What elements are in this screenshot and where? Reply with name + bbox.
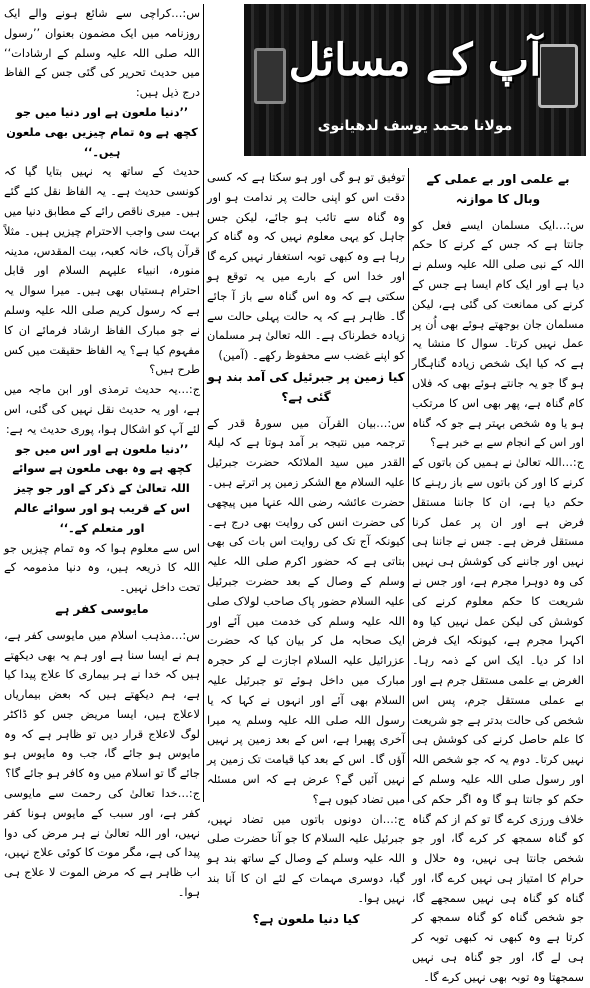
answer-paragraph: ج:…ان دونوں باتوں میں تضاد نہیں، جبرئیل علیہ السلام کا جو آنا حضرت صلی اللہ علیہ وسلم کے وصال کے ساتھ بند ہو گیا، دوسری مہمات کے لئے ان کا آنا بند نہیں ہوا۔ [207, 812, 405, 905]
section-heading: کیا زمین پر جبرئیل کی آمد بند ہو گئی ہے؟ [207, 369, 405, 404]
answer-continuation: توفیق تو ہو گی اور ہو سکتا ہے کہ کسی دقت اس کو اپنی حالت پر ندامت ہو اور وہ گناہ سے تائب ہو جائے، لیکن جس جاہل کو یہی معلوم نہیں کہ وہ گناہ کر رہا ہے وہ کبھی توبہ استغفار نہیں کرے گا اور خدا اس کے بارے میں یہ توقع ہو سکتی ہے کہ وہ اس گناہ سے باز آ جائے گا۔ ظاہر ہے کہ یہ حالت پہلی حالت سے زیادہ خطرناک ہے۔ اللہ تعالیٰ ہر مسلمان کو اپنے غضب سے محفوظ رکھے۔ (آمین) [207, 171, 405, 363]
banner-title: آپ کے مسائل [288, 35, 542, 86]
section-heading: بے علمی اور بے عملی کے وبال کا موازنہ [426, 172, 570, 206]
article-column-left [4, 4, 200, 900]
banner-author: مولانا محمد یوسف لدھیانوی [317, 118, 513, 134]
article-column-middle [207, 168, 405, 927]
question-paragraph: س:…کراچی سے شائع ہونے والے ایک روزنامہ میں ایک مضمون بعنوان ’’رسول اللہ صلی اللہ علیہ وسلم کے ارشادات‘‘ میں حدیث تحریر کی گئی جس کے الفاظ درج ذیل ہیں: [4, 7, 200, 100]
quoted-hadith: ’’دنیا ملعون ہے اور دنیا میں جو کچھ ہے وہ تمام چیزیں بھی ملعون ہیں۔‘‘ [6, 105, 198, 159]
question-paragraph: حدیث کے ساتھ یہ نہیں بتایا گیا کہ کونسی حدیث ہے۔ یہ الفاظ نقل کئے گئے ہیں۔ میری ناقص رائے کے مطابق دنیا میں بہت سی واجب الاحترام چیزیں ہیں۔ مثلاً قرآن پاک، خانہ کعبہ، بیت المقدس، مدینہ منورہ، انبیاء علیہم السلام اور قابل احترام ہستیاں بھی ہیں۔ میرا سوال یہ ہے کہ رسول کریم صلی اللہ علیہ وسلم نے جو مبارک الفاظ ارشاد فرمائے ان کا مفہوم کیا ہے؟ یہ الفاظ حقیقت میں کس طرح ہیں؟ [4, 165, 200, 377]
answer-paragraph: ج:…یہ حدیث ترمذی اور ابن ماجہ میں ہے، اور یہ حدیث نقل نہیں کی گئی، اس لئے آپ کو اشکال ہوا، پوری حدیث یہ ہے: [4, 383, 200, 436]
section-heading: مایوسی کفر ہے [55, 601, 149, 616]
question-paragraph: س:…ایک مسلمان ایسے فعل کو جانتا ہے کہ جس کے کرنے کا حکم اللہ کے نبی صلی اللہ علیہ وسلم نے دیا ہے اور ایک کام ایسا ہے جس کے کرنے کی ممانعت کی گئی ہے، لیکن مسلمان جان بوجھتے ہوئے بھی اُن پر عمل نہیں کرتا۔ سوال کا منشا یہ ہے کہ کیا ایک شخص زیادہ گناہگار ہو گا جو یہ جانتے ہوئے بھی کہ فلاں کام گناہ ہے، پھر بھی اس کا مرتکب ہو یا وہ شخص بہتر ہے جو کہ گناہ اور اس کے انجام سے بے خبر ہے؟ [412, 218, 584, 450]
article-column-right [412, 168, 584, 984]
column-banner [244, 4, 586, 156]
answer-paragraph: ج:…خدا تعالیٰ کی رحمت سے مایوسی کفر ہے، اور سبب کے مایوس ہونا کفر نہیں، اور اللہ تعالیٰ نے ہر مرض کی دوا پیدا کی ہے، مگر موت کا کوئی علاج نہیں، اب ظاہر ہے کہ مرض الموت لا علاج ہی ہوا۔ [4, 787, 200, 900]
question-paragraph: س:…مذہب اسلام میں مایوسی کفر ہے، ہم نے ایسا سنا ہے اور ہم یہ بھی دیکھتے ہیں کہ خدا نے ہر بیماری کا علاج پیدا کیا ہے، ہم دیکھتے ہیں کہ بعض بیماریاں لاعلاج ہیں، ایسا مریض جس کو ڈاکٹر لوگ لاعلاج قرار دیں تو ظاہر ہے کہ وہ مایوس ہو جائے گا، جب وہ مایوس ہو جائے گا تو اسلام میں وہ کافر ہو جائے گا؟ [4, 628, 200, 781]
column-divider [203, 4, 204, 802]
column-divider [408, 168, 409, 802]
answer-paragraph: ج:…اللہ تعالیٰ نے ہمیں کن باتوں کے کرنے کا اور کن باتوں سے باز رہنے کا حکم دیا ہے، ان کا جاننا مستقل فرض ہے اور ان پر عمل کرنا مستقل فرض ہے۔ جس نے جاننا ہی نہیں اور جاننے کی کوشش ہی نہیں کی وہ دوہرا مجرم ہے، اور جس نے شریعت کا حکم معلوم کرنے کی کوشش کی لیکن عمل نہیں کیا وہ اکہرا مجرم ہے، کیونکہ ایک فرض ادا کر دیا۔ ایک اس کے ذمہ رہا۔ الغرض بے علمی مستقل جرم ہے اور بے عملی مستقل جرم، پس اس شخص کی حالت بدتر ہے جو شریعت کا علم حاصل کرنے کی کوشش ہی نہیں کرتا۔ دوم یہ کہ جو شخص اللہ اور رسول صلی اللہ علیہ وسلم کے حکم کو جانتا ہو گا وہ اگر حکم کی خلاف ورزی کرے گا تو کم از کم گناہ کو گناہ سمجھ کر کرے گا، اور جو شخص جانتا ہی نہیں، وہ حلال و حرام کا امتیاز ہی نہیں کرے گا، اور گناہ کو گناہ ہی نہیں سمجھے گا، جو شخص گناہ کو گناہ سمجھ کر کرتا ہے وہ کبھی نہ کبھی توبہ کر ہی لے گا، اور جو گناہ ہی نہیں سمجھتا وہ توبہ بھی نہیں کرے گا۔ [412, 456, 584, 984]
answer-paragraph: اس سے معلوم ہوا کہ وہ تمام چیزیں جو اللہ کا ذریعہ ہیں، وہ دنیا مذمومہ کے تحت داخل نہیں۔ [4, 541, 200, 595]
question-paragraph: س:…بیان القرآن میں سورۂ قدر کے ترجمہ میں نتیجہ بر آمد ہوتا ہے کہ لیلۃ القدر میں سید الملائکہ حضرت جبرئیل علیہ السلام مع الشکر زمین پر اترتے ہیں۔ حضرت عائشہ رضی اللہ عنہا میں پیچھی کی حضرت انس کی روایت بھی درج ہے۔ کیونکہ آج تک کی روایت اس بات کی بھی بتاتی ہے کہ حضور اکرم صلی اللہ علیہ وسلم کے وصال کے بعد حضرت جبرئیل علیہ السلام حضور پاک صاحب لولاک صلی اللہ علیہ وسلم کی خدمت میں آئے اور ایک صحابہ مل کر بیان کیا کہ حضرت عزرائیل علیہ السلام اجازت لے کر حجرہ مبارک میں داخل ہوئے تو جبرئیل علیہ السلام بھی آئے اور انہوں نے کہا کہ یا رسول اللہ صلی اللہ علیہ وسلم یہ میرا آخری پھیرا ہے، اس کے بعد زمین پر نہیں آؤں گا۔ اس کے بعد کیا قیامت تک زمین پر نہیں آئیں گے؟ عرض ہے کہ اس مسئلہ میں تضاد کیوں ہے؟ [207, 416, 405, 806]
quoted-hadith: ’’دنیا ملعون ہے اور اس میں جو کچھ ہے وہ بھی ملعون ہے سوائے اللہ تعالیٰ کے ذکر کے اور جو چیز اس کے قریب ہو اور سوائے عالم اور متعلم کے۔‘‘ [12, 442, 192, 535]
section-heading: کیا دنیا ملعون ہے؟ [252, 912, 360, 927]
